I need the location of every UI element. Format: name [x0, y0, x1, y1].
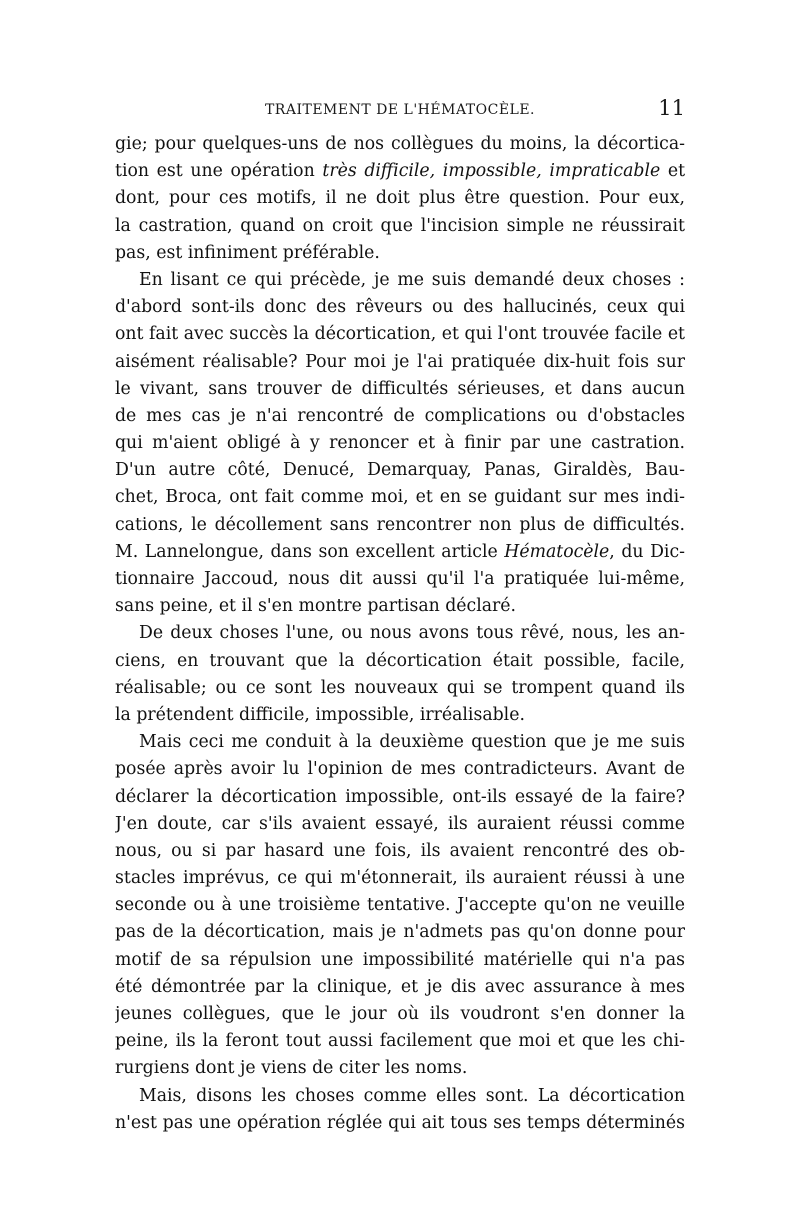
- page-number: 11: [658, 96, 685, 120]
- text-fragment: M. Lannelongue, dans son excellent article: [115, 541, 498, 562]
- text-line: De deux choses l'une, ou nous avons tous rêvé, nous, les an-: [139, 623, 685, 644]
- text-line: la prétendent difficile, impossible, irréalisable.: [115, 704, 525, 725]
- text-fragment: , du Dic-: [609, 541, 685, 562]
- text-line: [115, 539, 685, 566]
- text-line: rurgiens dont je viens de citer les noms.: [115, 1058, 468, 1079]
- text-line: Mais ceci me conduit à la deuxième question que je me suis: [139, 732, 685, 753]
- running-head: [115, 96, 685, 126]
- text-line: jeunes collègues, que le jour où ils voudront s'en donner la: [115, 1004, 685, 1024]
- text-line: Mais, disons les choses comme elles sont. La décortication: [139, 1085, 685, 1106]
- text-line: gie; pour quelques-uns de nos collègues du moins, la décortica-: [115, 134, 685, 154]
- text-line: En lisant ce qui précède, je me suis demandé deux choses :: [139, 269, 685, 290]
- text-line: ont fait avec succès la décortication, et qui l'ont trouvée facile et: [115, 324, 685, 345]
- text-line: aisément réalisable? Pour moi je l'ai pratiquée dix-huit fois sur: [115, 351, 685, 372]
- text-line: stacles imprévus, ce qui m'étonnerait, ils auraient réussi à une: [115, 868, 685, 889]
- text-line: peine, ils la feront tout aussi facilement que moi et que les chi-: [115, 1031, 685, 1052]
- emphasized-text: Hématocèle: [504, 541, 610, 562]
- text-line: n'est pas une opération réglée qui ait tous ses temps déterminés: [115, 1112, 685, 1133]
- text-line: le vivant, sans trouver de difficultés sérieuses, et dans aucun: [115, 378, 685, 399]
- text-line: réalisable; ou ce sont les nouveaux qui se trompent quand ils: [115, 677, 685, 698]
- text-line: pas de la décortication, mais je n'admets pas qu'on donne pour: [115, 922, 685, 943]
- text-line: de mes cas je n'ai rencontré de complications ou d'obstacles: [115, 405, 685, 426]
- emphasized-text: très difficile, impossible, impraticable: [322, 161, 661, 182]
- text-line: motif de sa répulsion une impossibilité matérielle qui n'a pas: [115, 949, 685, 970]
- text-line: dont, pour ces motifs, il ne doit plus être question. Pour eux,: [115, 188, 685, 209]
- text-line: posée après avoir lu l'opinion de mes contradicteurs. Avant de: [115, 759, 685, 780]
- text-line: nous, ou si par hasard une fois, ils avaient rencontré des ob-: [115, 840, 685, 861]
- text-line: cations, le décollement sans rencontrer non plus de difficultés.: [115, 514, 685, 535]
- text-line: déclarer la décortication impossible, ont-ils essayé de la faire?: [115, 786, 685, 807]
- running-title: TRAITEMENT DE L'HÉMATOCÈLE.: [264, 102, 536, 118]
- text-line: [115, 158, 685, 185]
- text-line: sans peine, et il s'en montre partisan déclaré.: [115, 596, 517, 617]
- text-line: tionnaire Jaccoud, nous dit aussi qu'il l'a pratiquée lui-même,: [115, 569, 685, 589]
- text-fragment: et: [667, 161, 685, 182]
- text-line: D'un autre côté, Denucé, Demarquay, Panas, Giraldès, Bau-: [115, 460, 685, 481]
- text-line: été démontrée par la clinique, et je dis avec assurance à mes: [115, 976, 685, 997]
- text-line: qui m'aient obligé à y renoncer et à finir par une castration.: [115, 433, 685, 454]
- text-line: la castration, quand on croit que l'incision simple ne réussirait: [115, 215, 685, 236]
- text-line: ciens, en trouvant que la décortication était possible, facile,: [115, 650, 685, 671]
- text-line: chet, Broca, ont fait comme moi, et en se guidant sur mes indi-: [115, 487, 685, 508]
- text-line: d'abord sont-ils donc des rêveurs ou des hallucinés, ceux qui: [115, 297, 685, 318]
- text-line: J'en doute, car s'ils avaient essayé, ils auraient réussi comme: [115, 813, 685, 834]
- text-line: seconde ou à une troisième tentative. J'accepte qu'on ne veuille: [115, 895, 685, 916]
- text-line: pas, est infiniment préférable.: [115, 242, 380, 263]
- body-text: [115, 131, 685, 1137]
- text-fragment: tion est une opération: [115, 161, 315, 182]
